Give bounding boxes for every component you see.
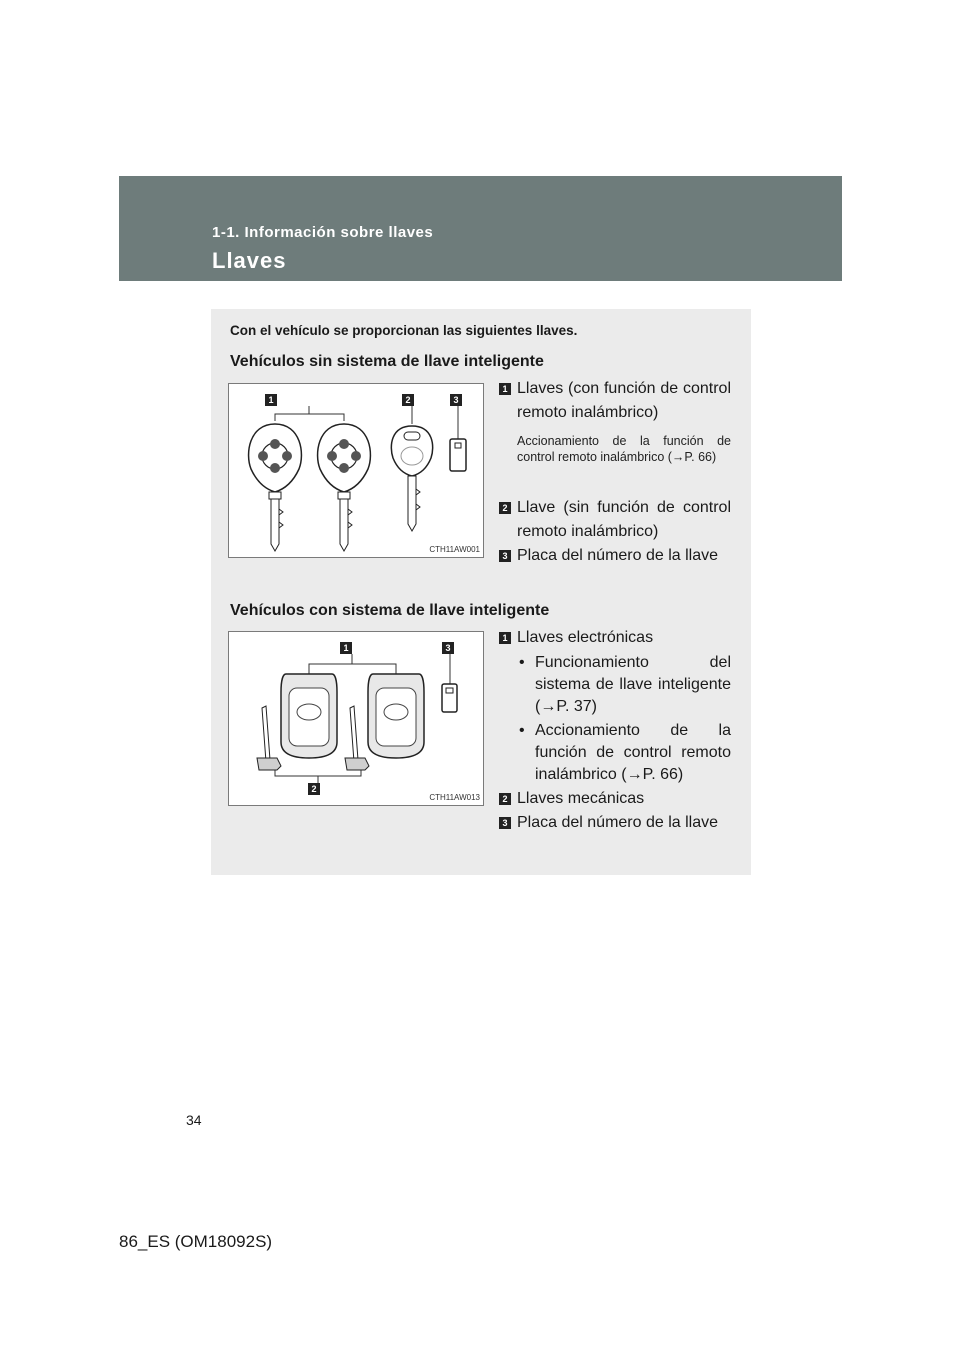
mechanical-key-2	[345, 706, 369, 770]
item-text: Llaves electrónicas	[517, 629, 654, 646]
bullet-text: Funcionamiento del sistema de llave inteligente (→P. 37)	[535, 654, 731, 715]
figure-keys-smart	[228, 631, 484, 806]
bullet-item	[517, 720, 731, 786]
content-panel	[211, 309, 751, 875]
smart-key-2	[368, 674, 424, 758]
remote-key-1	[249, 424, 302, 551]
heading-without-smart-key: Vehículos sin sistema de llave inteligente	[230, 353, 544, 370]
item-number-badge: 3	[499, 817, 511, 829]
figure-code: CTH11AW013	[429, 793, 480, 802]
heading-with-smart-key: Vehículos con sistema de llave inteligente	[230, 602, 550, 619]
bullet-item	[517, 652, 731, 718]
figure-code: CTH11AW001	[429, 545, 480, 554]
key-number-plate	[450, 439, 466, 471]
figure-badge-3: 3	[442, 642, 454, 654]
remote-key-2	[318, 424, 371, 551]
key-number-plate	[442, 684, 457, 712]
list-item	[499, 787, 731, 811]
item-text: Llaves (con función de control remoto inalámbrico)	[517, 380, 731, 421]
list-item	[499, 496, 731, 544]
keys-illustration	[229, 384, 483, 557]
figure-badge-1: 1	[340, 642, 352, 654]
list-item	[499, 544, 731, 568]
item-number-badge: 2	[499, 502, 511, 514]
item-text: Placa del número de la llave	[517, 547, 719, 564]
list-item	[499, 626, 731, 650]
smart-key-1	[281, 674, 337, 758]
item-note: Accionamiento de la función de control remoto inalámbrico (→P. 66)	[517, 434, 731, 464]
bullet-mark: •	[519, 722, 525, 739]
bullet-text: Accionamiento de la función de control remoto inalámbrico (→P. 66)	[535, 722, 731, 783]
figure-badge-1: 1	[265, 394, 277, 406]
item-text: Placa del número de la llave	[517, 814, 719, 831]
mechanical-key-1	[257, 706, 281, 770]
document-code: 86_ES (OM18092S)	[119, 1232, 273, 1251]
smart-keys-illustration	[229, 632, 483, 805]
figure-badge-2: 2	[308, 783, 320, 795]
list-item	[499, 811, 731, 835]
plain-key	[391, 426, 432, 531]
list-item	[499, 377, 731, 425]
item-number-badge: 3	[499, 550, 511, 562]
page-number: 34	[186, 1112, 202, 1128]
section-title: 1-1. Información sobre llaves	[212, 224, 434, 241]
figure-badge-3: 3	[450, 394, 462, 406]
bullet-mark: •	[519, 654, 525, 671]
item-number-badge: 1	[499, 632, 511, 644]
figure-badge-2: 2	[402, 394, 414, 406]
item-number-badge: 1	[499, 383, 511, 395]
page-title: Llaves	[212, 248, 287, 273]
section-header	[119, 176, 842, 281]
intro-text: Con el vehículo se proporcionan las siguientes llaves.	[230, 323, 578, 338]
figure-keys-standard	[228, 383, 484, 558]
item-text: Llaves mecánicas	[517, 790, 645, 807]
item-number-badge: 2	[499, 793, 511, 805]
item-text: Llave (sin función de control remoto inalámbrico)	[517, 499, 731, 540]
